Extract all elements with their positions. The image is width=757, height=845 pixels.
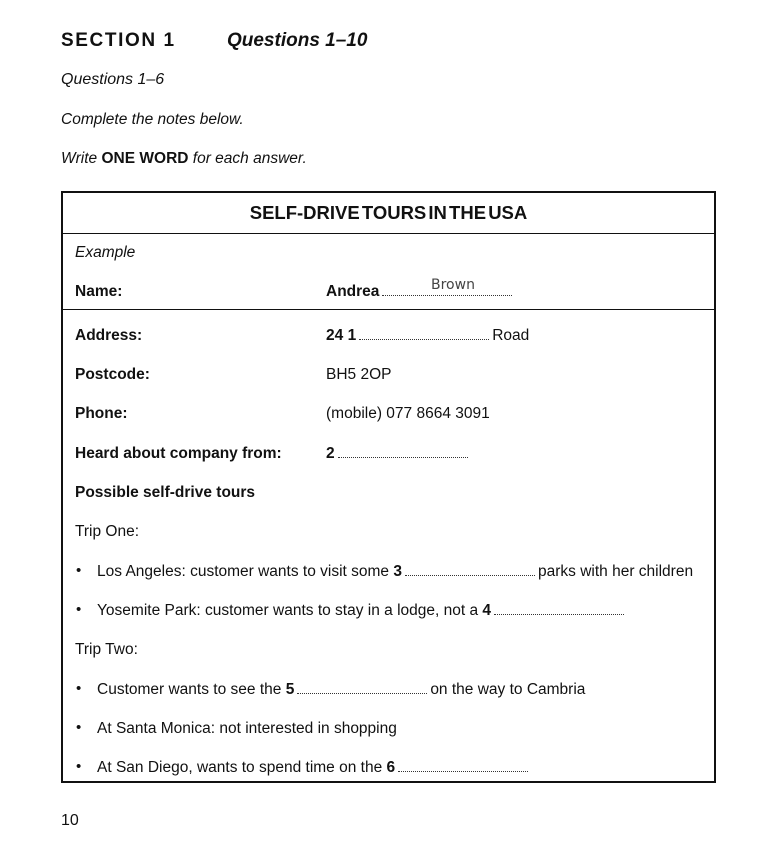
question-1-number: 1: [347, 327, 357, 344]
instruction-line-1: Complete the notes below.: [61, 111, 244, 128]
bullet-2: •: [76, 601, 82, 618]
heard-about-row: [326, 444, 471, 464]
section-heading: [61, 30, 367, 52]
bullet-3: •: [76, 680, 82, 697]
bullet-4: •: [76, 719, 82, 736]
question-3-number: 3: [393, 563, 402, 580]
instruction-emphasis: ONE WORD: [101, 150, 189, 167]
heard-about-label: Heard about company from:: [75, 445, 282, 462]
form-title-text: SELF-DRIVE TOURS IN THE USA: [249, 202, 528, 223]
answer-line-1[interactable]: [359, 327, 489, 340]
trip-two-item-2: At Santa Monica: not interested in shopping: [97, 720, 397, 737]
example-answer: Brown: [431, 277, 475, 293]
page-number: 10: [61, 812, 79, 829]
questions-range: Questions 1–10: [226, 30, 368, 51]
question-2-number: 2: [326, 445, 335, 462]
instruction-pre: Write: [61, 150, 98, 167]
phone-value: (mobile) 077 8664 3091: [326, 405, 490, 422]
item-2-text: Yosemite Park: customer wants to stay in a lodge, not a: [97, 602, 479, 619]
address-label: Address:: [75, 327, 143, 344]
item-5-text: At San Diego, wants to spend time on the: [97, 759, 383, 776]
name-value: Andrea: [326, 283, 380, 300]
trip-one-item-1: [97, 562, 693, 582]
question-4-number: 4: [482, 602, 492, 619]
answer-line-2[interactable]: [338, 445, 468, 458]
trip-two-heading: Trip Two:: [75, 641, 138, 658]
question-6-number: 6: [386, 759, 396, 776]
item-3-text: Customer wants to see the: [97, 681, 282, 698]
item-1-suffix: parks with her children: [538, 563, 694, 580]
trip-one-heading: Trip One:: [75, 523, 140, 540]
tours-heading: Possible self-drive tours: [75, 484, 256, 501]
notes-form: [61, 191, 716, 783]
item-1-text: Los Angeles: customer wants to visit some: [97, 563, 390, 580]
example-divider: [63, 309, 714, 310]
answer-line-6[interactable]: [398, 759, 528, 772]
form-title: [63, 193, 714, 234]
address-number: 24: [326, 327, 344, 344]
answer-line-4[interactable]: [494, 602, 624, 615]
bullet-5: •: [76, 758, 82, 775]
instruction-post: for each answer.: [192, 150, 307, 167]
answer-line-5[interactable]: [297, 681, 427, 694]
address-row: [326, 326, 529, 346]
answer-line-3[interactable]: [405, 563, 535, 576]
item-3-suffix: on the way to Cambria: [430, 681, 586, 698]
instruction-line-2: [61, 150, 307, 168]
address-suffix: Road: [492, 327, 530, 344]
phone-label: Phone:: [75, 405, 128, 422]
section-number: SECTION 1: [61, 30, 176, 51]
trip-two-item-1: [97, 680, 585, 700]
example-label: Example: [75, 244, 136, 261]
bullet-1: •: [76, 562, 82, 579]
name-label: Name:: [75, 283, 123, 300]
postcode-label: Postcode:: [75, 366, 150, 383]
postcode-value: BH5 2OP: [326, 366, 392, 383]
trip-one-item-2: [97, 601, 627, 621]
name-row: [326, 282, 515, 302]
trip-two-item-3: [97, 758, 531, 778]
question-5-number: 5: [285, 681, 295, 698]
subheading: Questions 1–6: [61, 71, 165, 88]
